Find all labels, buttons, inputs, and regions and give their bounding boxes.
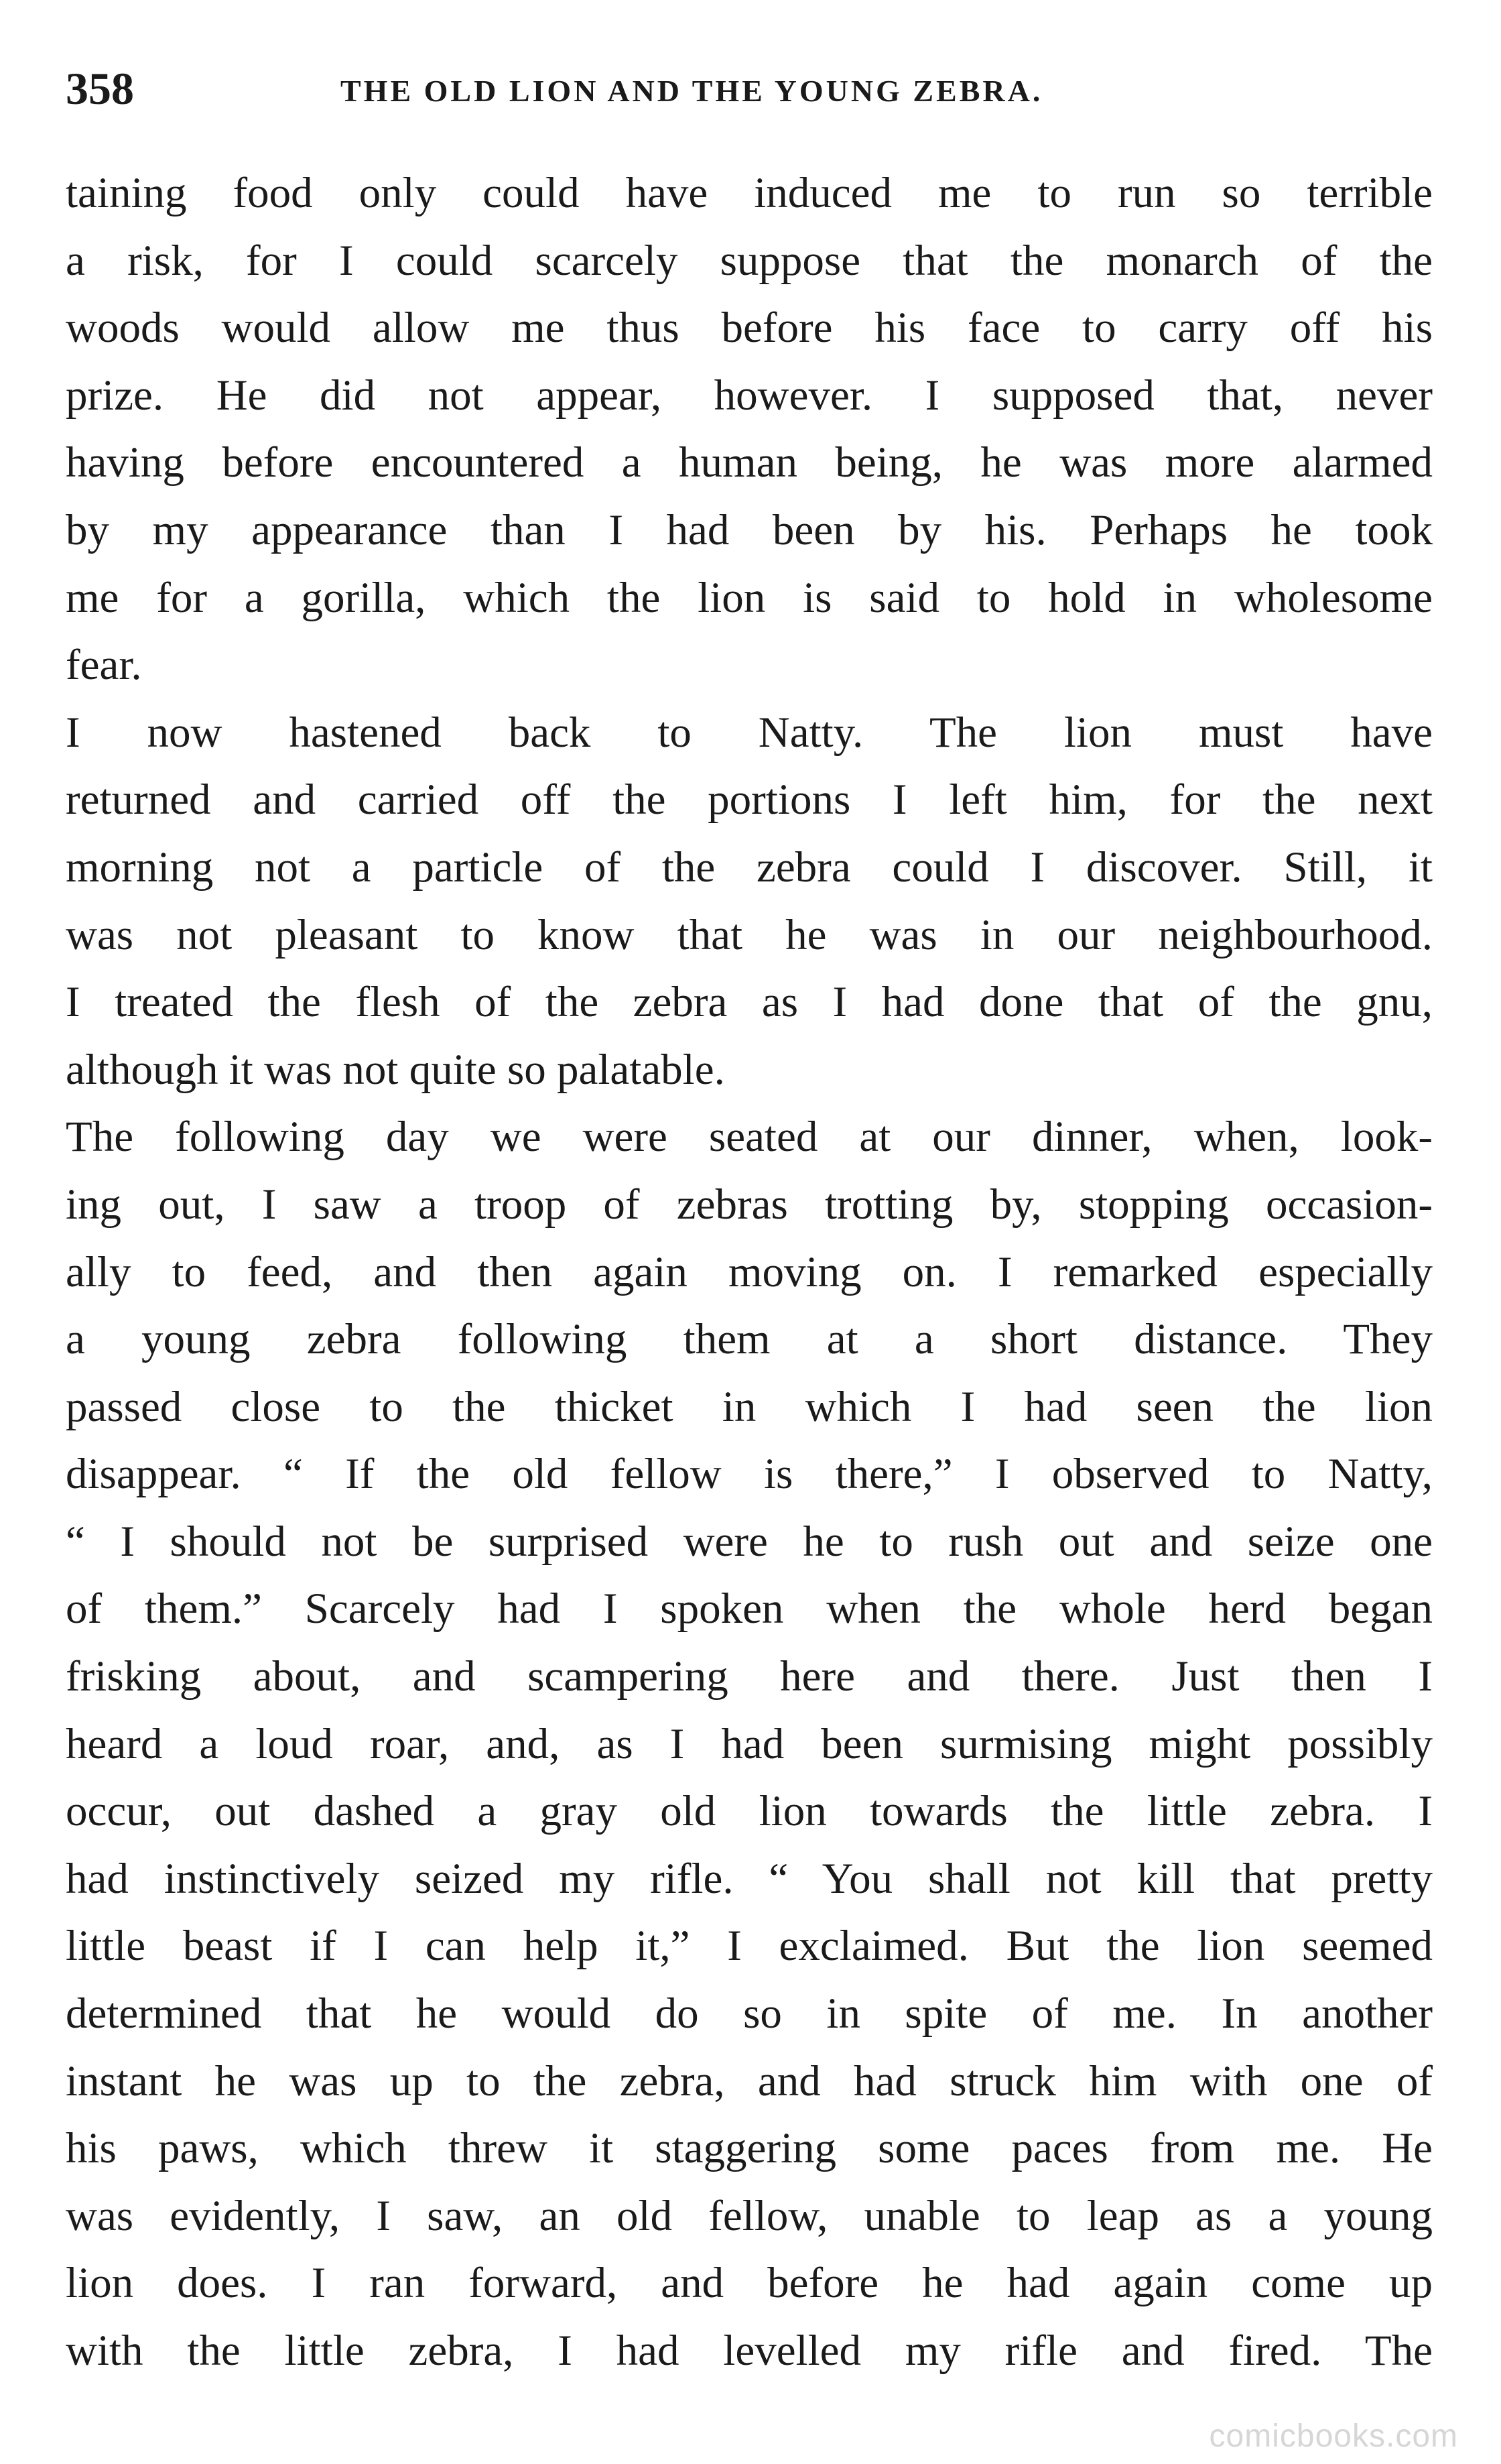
text-line: taining food only could have induced me to run so terrible — [66, 169, 1433, 217]
text-line: had instinctively seized my rifle. “ You shall not kill that pretty — [66, 1854, 1433, 1903]
paragraph — [66, 160, 1433, 699]
text-line: disappear. “ If the old fellow is there,” I observed to Natty, — [66, 1450, 1433, 1499]
text-line: by my appearance than I had been by his. Perhaps he took — [66, 505, 1433, 554]
text-line: The following day we were seated at our dinner, when, look- — [66, 1113, 1433, 1162]
text-line: although it was not quite so palatable. — [66, 1045, 725, 1094]
paragraph — [66, 699, 1433, 1104]
text-line: frisking about, and scampering here and there. Just then I — [66, 1652, 1433, 1701]
text-line: prize. He did not appear, however. I supposed that, never — [66, 371, 1433, 420]
text-line: morning not a particle of the zebra could I discover. Still, it — [66, 843, 1433, 891]
text-line: fear. — [66, 641, 142, 690]
paragraph — [66, 1103, 1433, 2384]
watermark: comicbooks.com — [1209, 2418, 1458, 2454]
text-line: having before encountered a human being, he was more alarmed — [66, 438, 1433, 487]
text-line: was not pleasant to know that he was in our neighbourhood. — [66, 910, 1433, 959]
text-line: me for a gorilla, which the lion is said to hold in wholesome — [66, 573, 1433, 622]
page-number: 358 — [66, 63, 134, 114]
text-line: I now hastened back to Natty. The lion must have — [66, 708, 1433, 757]
page-header — [66, 62, 1435, 115]
text-line: of them.” Scarcely had I spoken when the whole herd began — [66, 1585, 1433, 1634]
text-line: a young zebra following them at a short distance. They — [66, 1315, 1433, 1364]
text-line: a risk, for I could scarcely suppose that the monarch of the — [66, 236, 1433, 285]
text-line: passed close to the thicket in which I had seen the lion — [66, 1382, 1433, 1431]
text-line: woods would allow me thus before his face to carry off his — [66, 304, 1433, 353]
text-line: with the little zebra, I had levelled my rifle and fired. The — [66, 2327, 1433, 2375]
text-line: returned and carried off the portions I left him, for the next — [66, 776, 1433, 824]
running-title: THE OLD LION AND THE YOUNG ZEBRA. — [340, 74, 1043, 108]
text-line: lion does. I ran forward, and before he had again come up — [66, 2259, 1433, 2308]
text-line: ally to feed, and then again moving on. I remarked especially — [66, 1247, 1433, 1296]
text-line: his paws, which threw it staggering some paces from me. He — [66, 2124, 1433, 2173]
text-line: occur, out dashed a gray old lion towards the little zebra. I — [66, 1787, 1433, 1836]
text-line: heard a loud roar, and, as I had been surmising might possibly — [66, 1719, 1433, 1768]
text-line: “ I should not be surprised were he to rush out and seize one — [66, 1517, 1433, 1566]
text-line: little beast if I can help it,” I exclaimed. But the lion seemed — [66, 1922, 1433, 1971]
text-line: was evidently, I saw, an old fellow, unable to leap as a young — [66, 2191, 1433, 2240]
text-line: ing out, I saw a troop of zebras trotting by, stopping occasion- — [66, 1180, 1433, 1229]
body-text — [66, 160, 1433, 2385]
text-line: I treated the flesh of the zebra as I had done that of the gnu, — [66, 978, 1433, 1027]
text-line: determined that he would do so in spite of me. In another — [66, 1989, 1433, 2038]
text-line: instant he was up to the zebra, and had struck him with one of — [66, 2056, 1433, 2105]
